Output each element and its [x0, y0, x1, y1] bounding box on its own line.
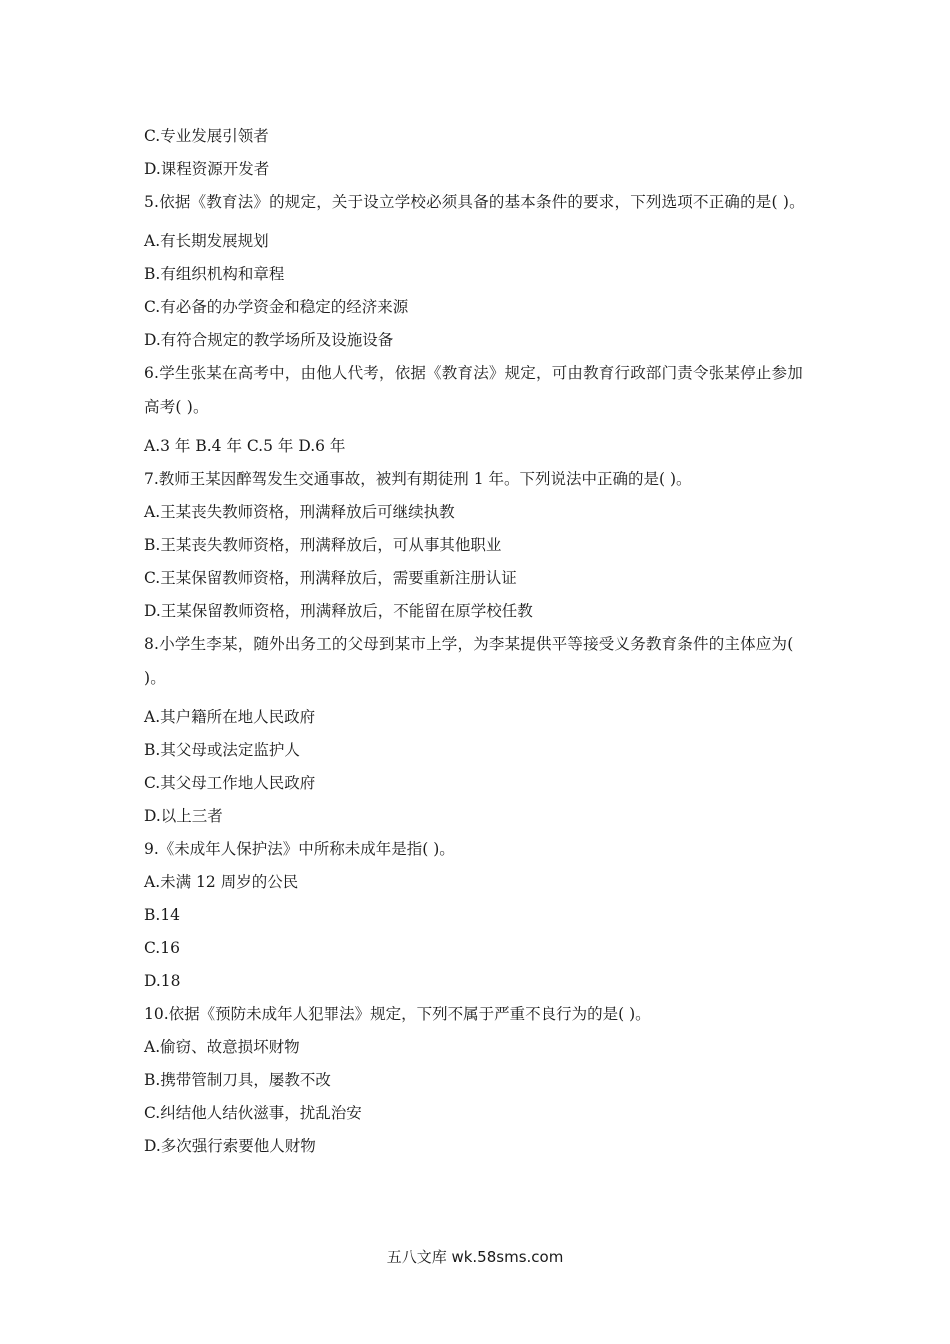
question-9-option-d: D.18: [144, 972, 181, 990]
question-9-stem: 9.《未成年人保护法》中所称未成年是指( )。: [144, 840, 455, 858]
question-5-stem: 5.依据《教育法》的规定，关于设立学校必须具备的基本条件的要求，下列选项不正确的是( )。: [144, 193, 805, 211]
question-10-option-b: B.携带管制刀具，屡教不改: [144, 1071, 331, 1089]
question-7-option-d: D.王某保留教师资格，刑满释放后，不能留在原学校任教: [144, 602, 533, 620]
question-8-option-c: C.其父母工作地人民政府: [144, 774, 316, 792]
question-5-option-a: A.有长期发展规划: [144, 232, 269, 250]
question-8-option-d: D.以上三者: [144, 807, 223, 825]
question-10-stem: 10.依据《预防未成年人犯罪法》规定，下列不属于严重不良行为的是( )。: [144, 1005, 651, 1023]
question-5-option-c: C.有必备的办学资金和稳定的经济来源: [144, 298, 409, 316]
question-10-option-c: C.纠结他人结伙滋事，扰乱治安: [144, 1104, 362, 1122]
question-6-stem: 6.学生张某在高考中，由他人代考，依据《教育法》规定，可由教育行政部门责令张某停止参加高考( )。: [144, 364, 803, 416]
question-9-option-b: B.14: [144, 906, 181, 924]
question-7-stem: 7.教师王某因醉驾发生交通事故，被判有期徒刑 1 年。下列说法中正确的是( )。: [144, 470, 692, 488]
question-9-option-a: A.未满 12 周岁的公民: [144, 873, 299, 891]
question-9-option-c: C.16: [144, 939, 180, 957]
question-5-option-d: D.有符合规定的教学场所及设施设备: [144, 331, 394, 349]
question-8-option-a: A.其户籍所在地人民政府: [144, 708, 316, 726]
question-6-options: A.3 年 B.4 年 C.5 年 D.6 年: [144, 437, 346, 455]
option-line: C.专业发展引领者: [144, 127, 269, 145]
question-7-option-b: B.王某丧失教师资格，刑满释放后，可从事其他职业: [144, 536, 502, 554]
page-footer-watermark: 五八文库 wk.58sms.com: [386, 1248, 564, 1266]
question-8-option-b: B.其父母或法定监护人: [144, 741, 300, 759]
document-content: [144, 126, 814, 1156]
question-8-stem: 8.小学生李某，随外出务工的父母到某市上学，为李某提供平等接受义务教育条件的主体应为( )。: [144, 635, 794, 687]
question-7-option-c: C.王某保留教师资格，刑满释放后，需要重新注册认证: [144, 569, 517, 587]
question-10-option-d: D.多次强行索要他人财物: [144, 1137, 316, 1155]
question-10-option-a: A.偷窃、故意损坏财物: [144, 1038, 300, 1056]
question-7-option-a: A.王某丧失教师资格，刑满释放后可继续执教: [144, 503, 455, 521]
question-5-option-b: B.有组织机构和章程: [144, 265, 285, 283]
option-line: D.课程资源开发者: [144, 160, 270, 178]
